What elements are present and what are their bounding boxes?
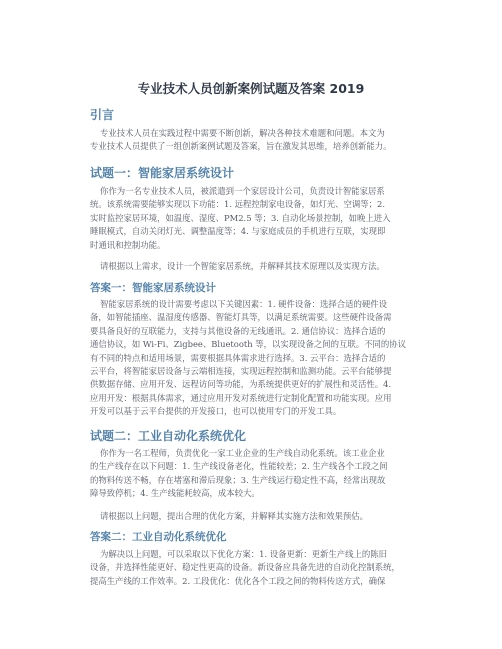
question-two-heading: 试题二：工业自动化系统优化 <box>90 429 247 443</box>
paragraph-line: 云平台，将智能家居设备与云端相连接，实现远程控制和监测功能。云平台能够提 <box>90 366 392 377</box>
paragraph-line: 请根据以上需求，设计一个智能家居系统，并解释其技术原理以及实现方法。 <box>100 261 385 271</box>
intro-heading: 引言 <box>90 108 115 122</box>
paragraph-line: 要具备良好的互联能力，支持与其他设备的无线通讯。2. 通信协议：选择合适的 <box>90 325 386 336</box>
question-one-ask <box>90 260 430 273</box>
intro-paragraph <box>90 127 430 154</box>
question-one-body <box>90 185 430 252</box>
paragraph-line: 应用开发：根据具体需求，通过应用开发对系统进行定制化配置和功能实现。应用 <box>90 392 392 403</box>
paragraph-line: 设备，并选择性能更好、稳定性更高的设备。新设备应具备先进的自动化控制系统， <box>90 562 400 573</box>
paragraph-line: 有不同的特点和适用场景，需要根据具体需求进行选择。3. 云平台：选择合适的 <box>90 352 386 363</box>
paragraph-line: 备，如智能插座、温湿度传感器、智能灯具等，以满足系统需要。这些硬件设备需 <box>90 312 392 323</box>
paragraph-line: 提高生产线的工作效率。2. 工段优化：优化各个工段之间的物料传送方式，确保 <box>90 575 386 586</box>
answer-two-heading: 答案二：工业自动化系统优化 <box>90 531 227 543</box>
paragraph-line: 智能家居系统的设计需要考虑以下关键因素：1. 硬件设备：选择合适的硬件设 <box>100 299 388 309</box>
paragraph-line: 统。该系统需要能够实现以下功能：1. 远程控制家电设备，如灯光、空调等；2. <box>90 199 386 210</box>
question-two-body <box>90 447 430 501</box>
paragraph-line: 你作为一名专业技术人员，被派遣到一个家居设计公司，负责设计智能家居系 <box>100 186 385 196</box>
paragraph-line: 睡眠模式，自动关闭灯光、调整温度等；4. 与家庭成员的手机进行互联，实现即 <box>90 226 386 237</box>
question-two-ask <box>90 510 430 523</box>
paragraph-line: 专业技术人员提供了一组创新案例试题及答案，旨在激发其思维，培养创新能力。 <box>90 141 392 152</box>
paragraph-line: 专业技术人员在实践过程中需要不断创新，解决各种技术难题和问题。本文为 <box>100 128 385 138</box>
paragraph-line: 时通讯和控制功能。 <box>90 239 166 250</box>
paragraph-line: 的生产线存在以下问题：1. 生产线设备老化，性能较差；2. 生产线各个工段之间 <box>90 461 388 472</box>
paragraph-line: 请根据以上问题，提出合理的优化方案，并解释其实施方法和效果预估。 <box>100 511 368 521</box>
paragraph-line: 为解决以上问题，可以采取以下优化方案：1. 设备更新：更新生产线上的陈旧 <box>100 549 388 559</box>
paragraph-line: 你作为一名工程师，负责优化一家工业企业的生产线自动化系统。该工业企业 <box>100 448 385 458</box>
paragraph-line: 的物料传送不畅，存在堵塞和滞后现象；3. 生产线运行稳定性不高，经常出现故 <box>90 474 386 485</box>
answer-one-body <box>90 298 430 419</box>
question-one-heading: 试题一：智能家居系统设计 <box>90 166 235 180</box>
document-title: 专业技术人员创新案例试题及答案 2019 <box>137 81 365 96</box>
paragraph-line: 实时监控家居环境，如温度、湿度、PM2.5 等；3. 自动化场景控制，如晚上进入 <box>90 212 391 223</box>
paragraph-line: 开发可以基于云平台提供的开发接口，也可以使用专门的开发工具。 <box>90 406 342 417</box>
answer-two-body <box>90 548 430 588</box>
paragraph-line: 供数据存储、应用开发、远程访问等功能，为系统提供更好的扩展性和灵活性。4. <box>90 379 392 390</box>
answer-one-heading: 答案一：智能家居系统设计 <box>90 282 216 294</box>
paragraph-line: 通信协议，如 Wi-Fi、Zigbee、Bluetooth 等，以实现设备之间的互联。不同的协议 <box>90 339 407 350</box>
paragraph-line: 障导致停机；4. 生产线能耗较高，成本较大。 <box>90 488 260 499</box>
